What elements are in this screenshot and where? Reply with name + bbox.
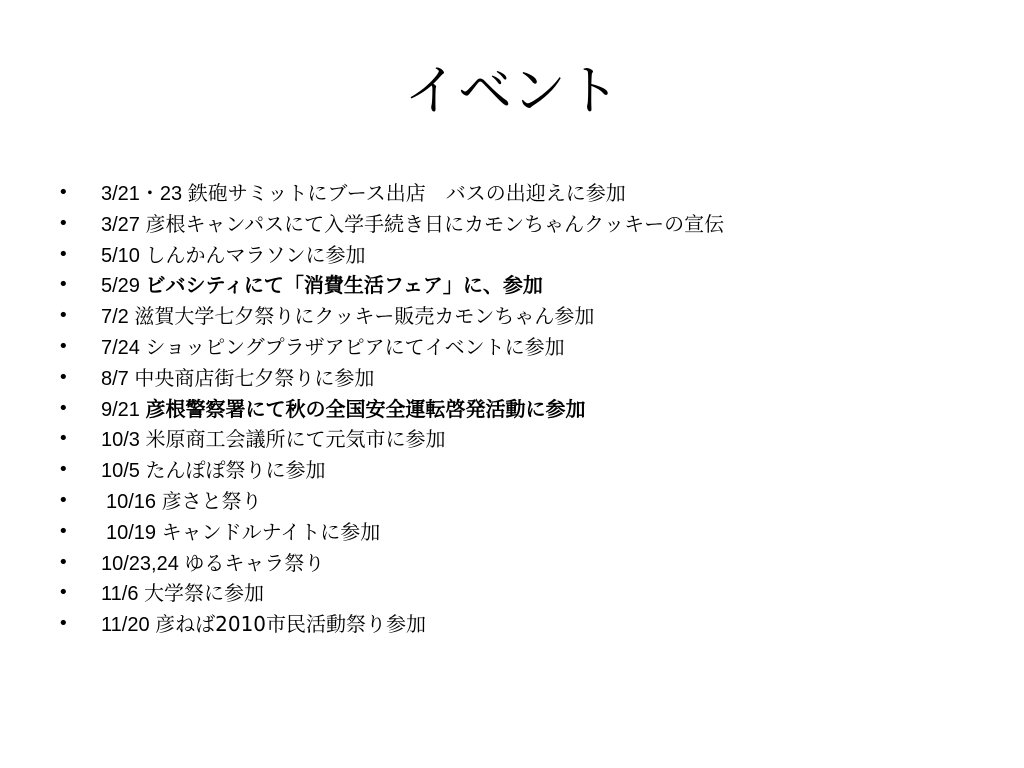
event-date: 3/27 xyxy=(101,213,146,236)
bullet-icon: • xyxy=(58,243,69,265)
event-list xyxy=(58,178,988,640)
event-date: 3/21・23 xyxy=(101,183,188,205)
event-item xyxy=(58,455,988,486)
bullet-icon: • xyxy=(58,212,69,234)
slide-title: イベント xyxy=(404,59,620,122)
bullet-icon: • xyxy=(58,335,69,357)
event-description: たんぽぽ祭りに参加 xyxy=(145,458,326,483)
event-item xyxy=(58,240,988,271)
bullet-icon: • xyxy=(58,305,69,327)
event-date: 5/10 xyxy=(101,244,146,267)
event-date: 8/7 xyxy=(101,367,135,390)
event-date: 11/6 xyxy=(101,583,144,606)
event-description: 彦ねば2010市民活動祭り参加 xyxy=(155,612,427,637)
event-date: 10/19 xyxy=(106,521,162,544)
event-description: キャンドルナイトに参加 xyxy=(161,519,381,544)
event-item xyxy=(58,609,988,640)
event-date: 10/16 xyxy=(106,490,162,513)
event-date: 9/21 xyxy=(101,398,146,421)
bullet-icon: • xyxy=(58,520,69,542)
event-item xyxy=(58,301,988,332)
bullet-icon: • xyxy=(58,366,69,388)
event-item xyxy=(58,363,988,394)
bullet-icon: • xyxy=(58,428,69,450)
event-date: 5/29 xyxy=(101,275,146,298)
event-description: ショッピングプラザアピアにてイベントに参加 xyxy=(145,334,565,359)
bullet-icon: • xyxy=(58,397,69,419)
event-item xyxy=(58,578,988,609)
event-date: 7/24 xyxy=(101,336,146,359)
event-date: 11/20 xyxy=(101,614,156,637)
event-item xyxy=(58,548,988,579)
bullet-icon: • xyxy=(58,582,69,604)
bullet-icon: • xyxy=(58,459,69,481)
event-item xyxy=(58,394,988,425)
event-item xyxy=(58,424,988,455)
event-description: しんかんマラソンに参加 xyxy=(145,242,366,267)
event-item xyxy=(58,270,988,301)
bullet-icon: • xyxy=(58,182,69,203)
event-date: 10/23,24 xyxy=(101,552,185,575)
event-date: 7/2 xyxy=(101,306,135,329)
event-description: 彦根警察署にて秋の全国安全運転啓発活動に参加 xyxy=(145,396,586,421)
event-item xyxy=(58,517,988,548)
bullet-icon: • xyxy=(58,274,69,296)
event-description: 彦根キャンパスにて入学手続き日にカモンちゃんクッキーの宣伝 xyxy=(145,211,725,236)
bullet-icon: • xyxy=(58,551,69,573)
event-description: 中央商店街七夕祭りに参加 xyxy=(134,365,375,390)
event-date: 10/5 xyxy=(101,460,146,483)
event-item xyxy=(58,486,988,517)
bullet-icon: • xyxy=(58,489,69,511)
event-description: 米原商工会議所にて元気市に参加 xyxy=(145,427,446,452)
event-item xyxy=(58,178,988,209)
event-item xyxy=(58,332,988,363)
event-description: ゆるキャラ祭り xyxy=(184,550,325,575)
event-description: 滋賀大学七夕祭りにクッキー販売カモンちゃん参加 xyxy=(134,304,595,329)
event-description: 大学祭に参加 xyxy=(144,581,264,606)
event-description: 鉄砲サミットにブース出店 バスの出迎えに参加 xyxy=(187,181,626,205)
bullet-icon: • xyxy=(58,613,69,635)
event-description: 彦さと祭り xyxy=(161,488,262,513)
event-date: 10/3 xyxy=(101,429,146,452)
event-item xyxy=(58,209,988,240)
event-description: ビバシティにて「消費生活フェア」に、参加 xyxy=(145,273,543,298)
